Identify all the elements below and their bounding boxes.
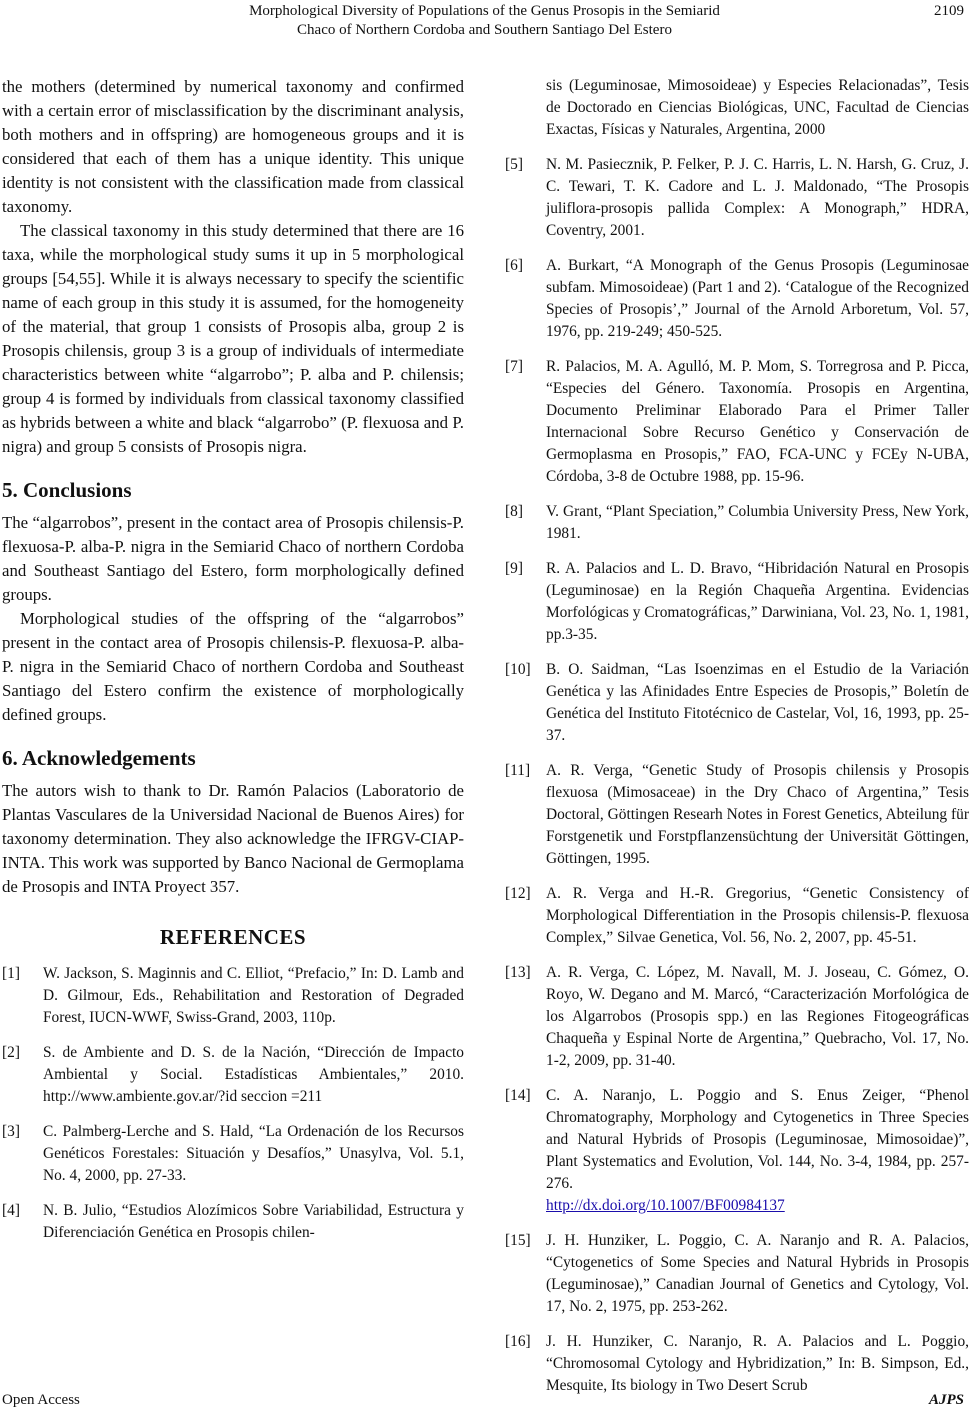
reference-text: A. Burkart, “A Monograph of the Genus Prosopis (Leguminosae subfam. Mimosoideae) (Part 1 and 2). ‘Catalogue of the Recognized Species of Prosopis’,” Journal of the Arnold Arboretum, Vol. 57, 1976, pp. 219-249; 450-525. [546, 257, 969, 340]
reference-text: W. Jackson, S. Maginnis and C. Elliot, “Prefacio,” In: D. Lamb and D. Gilmour, Eds., Rehabilitation and Restoration of Degraded Forest, IUCN-WWF, Swiss-Grand, 2003, 110p. [43, 965, 464, 1026]
reference-number: [12] [505, 885, 531, 902]
header-line-2: Chaco of Northern Cordoba and Southern Santiago Del Estero [297, 22, 672, 38]
reference-body: C. A. Naranjo, L. Poggio and S. Enus Zeiger, “Phenol Chromatography, Morphology and Cytogenetics in Three Species and Natural Hybrids of Prosopis (Leguminosae, Mimosoidae)”, Plant Systematics and Evolution, Vol. 144, No. 3-4, 1984, pp. 257-276. [546, 1087, 969, 1192]
running-header [0, 2, 969, 40]
reference-item [505, 1331, 969, 1397]
doi-link[interactable]: http://dx.doi.org/10.1007/BF00984137 [546, 1197, 785, 1214]
reference-text [546, 1085, 969, 1217]
reference-text: J. H. Hunziker, L. Poggio, C. A. Naranjo and R. A. Palacios, “Cytogenetics of Some Species and Natural Hybrids in Prosopis (Leguminosae),” Canadian Journal of Genetics and Cytology, Vol. 17, No. 2, 1975, pp. 253-262. [546, 1232, 969, 1315]
references-heading: REFERENCES [159, 925, 307, 949]
reference-text: C. Palmberg-Lerche and S. Hald, “La Ordenación de los Recursos Genéticos Forestales: Situación y Desafíos,” Unasylva, Vol. 5.1, No. 4, 2000, pp. 27-33. [43, 1123, 464, 1184]
reference-text: N. M. Pasiecznik, P. Felker, P. J. C. Harris, L. N. Harsh, G. Cruz, J. C. Tewari, T. K. Cadore and L. J. Maldonado, “The Prosopis juliflora-prosopis pallida Complex: A Monograph,” HDRA, Coventry, 2001. [546, 156, 969, 239]
reference-number: [4] [2, 1202, 20, 1219]
reference-item [2, 963, 464, 1029]
reference-number: [7] [505, 358, 523, 375]
right-column [505, 75, 969, 1410]
reference-item [505, 255, 969, 343]
reference-item [2, 1200, 464, 1244]
reference-number: [11] [505, 762, 531, 779]
page-number: 2109 [934, 3, 964, 19]
reference-item [505, 1085, 969, 1217]
reference-number: [16] [505, 1333, 531, 1350]
reference-item [2, 1042, 464, 1108]
reference-number: [10] [505, 661, 531, 678]
conclusions-paragraph-1: The “algarrobos”, present in the contact area of Prosopis chilensis-P. flexuosa-P. alba-P. nigra in the Semiarid Chaco of northern Cordoba and Southeast Santiago del Estero, form morphologically defined groups. [2, 513, 464, 604]
reference-text: A. R. Verga, C. López, M. Navall, M. J. Joseau, C. Gómez, O. Royo, W. Degano and M. Marcó, “Caracterización Morfológica de los Algarrobos (Prosopis spp.) en las Regiones Fitogeográficas Chaqueña y Espinal Norte de Argentina,” Quebracho, Vol. 17, No. 1-2, 2009, pp. 31-40. [546, 964, 969, 1069]
reference-item [2, 1121, 464, 1187]
conclusions-heading: 5. Conclusions [2, 478, 132, 502]
conclusions-paragraph-2: Morphological studies of the offspring of the “algarrobos” present in the contact area of Prosopis chilensis-P. flexuosa-P. alba-P. nigra in the Semiarid Chaco of northern Cordoba and Southeast Santiago del Estero confirm the existence of morphologically defined groups. [2, 609, 464, 724]
reference-text: R. A. Palacios and L. D. Bravo, “Hibridación Natural en Prosopis (Leguminosae) en la Región Chaqueña Argentina. Evidencias Morfológicas y Cromatográficas,” Darwiniana, Vol. 23, No. 1, 1981, pp.3-35. [546, 560, 969, 643]
reference-number: [9] [505, 560, 523, 577]
acknowledgements-heading: 6. Acknowledgements [2, 746, 196, 770]
reference-number: [6] [505, 257, 523, 274]
reference-item [505, 883, 969, 949]
reference-item [505, 962, 969, 1072]
reference-text: N. B. Julio, “Estudios Alozímicos Sobre Variabilidad, Estructura y Diferenciación Genética en Prosopis chilen- [43, 1202, 464, 1241]
reference-text: B. O. Saidman, “Las Isoenzimas en el Estudio de la Variación Genética y las Afinidades Entre Especies de Prosopis,” Boletín de Genética del Instituto Fitotécnico de Castelar, Vol, 16, 1993, pp. 25-37. [546, 661, 969, 744]
page-footer [0, 1392, 969, 1414]
left-column [2, 75, 464, 1257]
reference-text: A. R. Verga and H.-R. Gregorius, “Genetic Consistency of Morphological Differentiation in the Prosopis chilensis-P. flexuosa Complex,” Silvae Genetica, Vol. 56, No. 2, 2007, pp. 45-51. [546, 885, 969, 946]
reference-text: S. de Ambiente and D. S. de la Nación, “Dirección de Impacto Ambiental y Social. Estadísticas Ambientales,” 2010. http://www.ambiente.gov.ar/?id seccion =211 [43, 1044, 464, 1105]
reference-item [505, 501, 969, 545]
reference-number: [5] [505, 156, 523, 173]
acknowledgements-paragraph: The autors wish to thank to Dr. Ramón Palacios (Laboratorio de Plantas Vasculares de la Universidad Nacional de Buenos Aires) for taxonomy determination. They also acknowledge the IFRGV-CIAP-INTA. This work was supported by Banco Nacional de Germoplama de Prosopis and INTA Proyect 357. [2, 781, 464, 896]
reference-item [505, 154, 969, 242]
header-line-1: Morphological Diversity of Populations of the Genus Prosopis in the Semiarid [249, 3, 720, 19]
reference-text: V. Grant, “Plant Speciation,” Columbia University Press, New York, 1981. [546, 503, 969, 542]
reference-number: [2] [2, 1044, 20, 1061]
reference-number: [1] [2, 965, 20, 982]
paragraph-classical-taxonomy: The classical taxonomy in this study determined that there are 16 taxa, while the morphological study sums it up in 5 morphological groups [54,55]. While it is always necessary to specify the scientific name of each group in this study it is assumed, for the homogeneity of the material, that group 1 consists of Prosopis alba, group 2 is Prosopis chilensis, group 3 is a group of individuals of intermediate characteristics between white “algarrobo”; P. alba and P. chilensis; group 4 is formed by individuals from classical taxonomy classified as hybrids between a white and black “algarrobo” (P. flexuosa and P. nigra) and group 5 consists of Prosopis nigra. [2, 221, 464, 456]
reference-continued [505, 75, 969, 141]
reference-item [505, 356, 969, 488]
reference-item [505, 659, 969, 747]
footer-journal: AJPS [928, 1392, 964, 1408]
reference-item [505, 1230, 969, 1318]
paragraph-continued: the mothers (determined by numerical taxonomy and confirmed with a certain error of misclassification by the discriminant analysis, both mothers and in offspring) are homogeneous groups and it is considered that each of them has a unique identity. This unique identity is not consistent with the classification made from classical taxonomy. [2, 77, 464, 216]
reference-number: [3] [2, 1123, 20, 1140]
reference-item [505, 558, 969, 646]
reference-item [505, 760, 969, 870]
reference-text: J. H. Hunziker, C. Naranjo, R. A. Palacios and L. Poggio, “Chromosomal Cytology and Hybridization,” In: B. Simpson, Ed., Mesquite, Its biology in Two Desert Scrub [546, 1333, 969, 1394]
reference-text: A. R. Verga, “Genetic Study of Prosopis chilensis y Prosopis flexuosa (Mimosaceae) in the Dry Chaco of Argentina,” Tesis Doctoral, Göttingen Researh Notes in Forest Genetics, Abteilung für Forstgenetik und Forstpflanzensüchtung der Universität Göttingen, Göttingen, 1995. [546, 762, 969, 867]
footer-open-access: Open Access [2, 1392, 80, 1408]
reference-text: sis (Leguminosae, Mimosoideae) y Especies Relacionadas”, Tesis de Doctorado en Ciencias Biológicas, UNC, Facultad de Ciencias Exactas, Físicas y Naturales, Argentina, 2000 [546, 77, 969, 138]
reference-number: [15] [505, 1232, 531, 1249]
reference-number: [14] [505, 1087, 531, 1104]
reference-number: [8] [505, 503, 523, 520]
reference-text: R. Palacios, M. A. Agulló, M. P. Mom, S. Torregrosa and P. Picca, “Especies del Género. Taxonomía. Prosopis en Argentina, Documento Preliminar Elaborado Para el Primer Taller Internacional Sobre Recurso Genético y Conservación de Germoplasma en Prosopis,” FAO, FCA-UNC y FCEy N-UBA, Córdoba, 3-8 de Octubre 1988, pp. 15-96. [546, 358, 969, 485]
reference-number: [13] [505, 964, 531, 981]
